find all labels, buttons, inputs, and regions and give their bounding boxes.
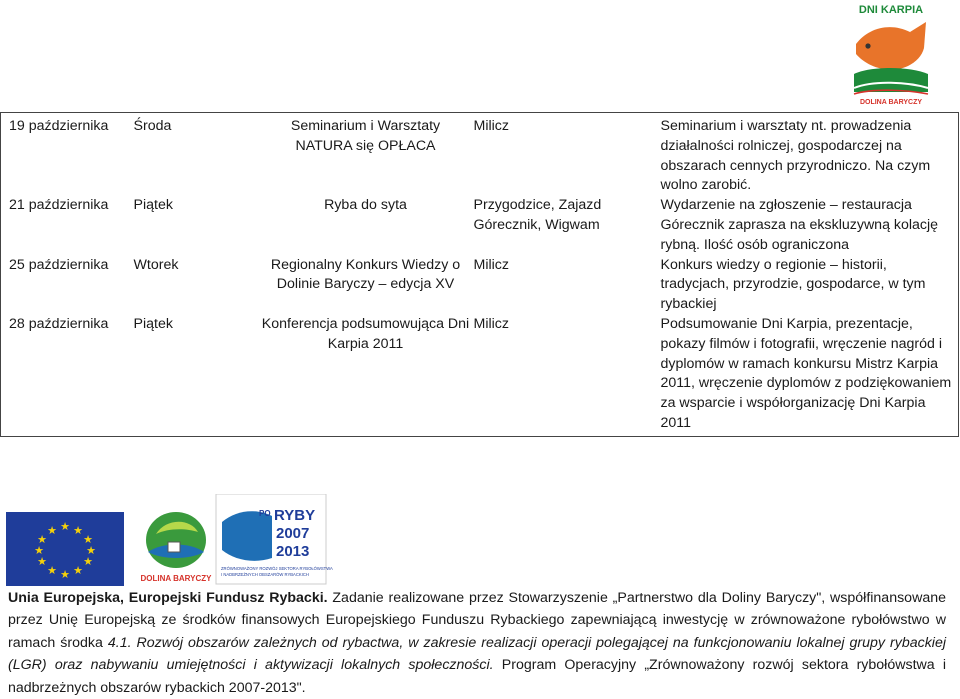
svg-text:★: ★	[60, 568, 70, 581]
event-title: Konferencja podsumowująca Dni Karpia 2011	[262, 315, 470, 436]
svg-text:★: ★	[83, 533, 93, 546]
funding-note	[8, 587, 946, 699]
event-date: 25 października	[1, 256, 134, 315]
svg-text:★: ★	[86, 544, 96, 557]
funding-text-2: Program Operacyjny „Zrównoważony rozwój sektora rybołówstwa i nadbrzeżnych obszarów rybackich 2007-2013".	[8, 657, 946, 696]
svg-text:★: ★	[73, 564, 83, 577]
year-2007-text: 2007	[276, 525, 310, 542]
eu-flag-logo	[6, 512, 124, 586]
funding-measure: 4.1. Rozwój obszarów zależnych od rybactwa, w zakresie realizacji operacji polegającej na funkcjonowaniu lokalnej grupy rybackiej (LGR) oraz nabywaniu umiejętności i aktywizacji lokalnych społeczności.	[8, 634, 946, 674]
event-description: Seminarium i warsztaty nt. prowadzenia działalności rolniczej, gospodarczej na obszarach cennych przyrodniczo. Na czym wolno zarobić.	[659, 113, 959, 197]
dni-karpia-logo	[850, 2, 932, 108]
event-place: Przygodzice, Zajazd Górecznik, Wigwam	[473, 197, 602, 233]
event-title: Ryba do syta	[324, 197, 407, 214]
svg-text:★: ★	[34, 544, 44, 557]
table-row	[1, 196, 959, 255]
event-place: Milicz	[473, 256, 509, 273]
ryby-text: RYBY	[274, 507, 316, 524]
event-title: Regionalny Konkurs Wiedzy o Dolinie Baryczy – edycja XV	[270, 256, 461, 293]
event-description: Podsumowanie Dni Karpia, prezentacje, pokazy filmów i fotografii, wręczenie nagród i dyplomów w ramach konkursu Mistrz Karpia 2011, wręczenie dyplomów z podziękowaniem za wsparcie i współorganizację Dni Karpia 2011	[659, 315, 959, 436]
dolina-label: DOLINA BARYCZY	[140, 574, 212, 583]
po-text: PO	[259, 509, 271, 518]
event-day: Piątek	[133, 197, 173, 214]
funding-lead: Unia Europejska, Europejski Fundusz Rybacki.	[8, 590, 328, 606]
sponsor-logos	[6, 494, 336, 586]
funding-text-1: Zadanie realizowane przez Stowarzyszenie „Partnerstwo dla Doliny Baryczy", współfinansowane przez Unię Europejską ze środków finansowych Europejskiego Funduszu Rybackiego zapewniającą inwestycję w zrównoważone rybołówstwo w ramach środka	[8, 590, 946, 651]
svg-text:★: ★	[60, 520, 70, 533]
svg-text:★: ★	[73, 524, 83, 537]
event-title: Seminarium i Warsztaty NATURA się OPŁACA	[262, 113, 470, 197]
table-row	[1, 315, 959, 436]
event-day: Środa	[134, 113, 262, 197]
events-table	[0, 112, 959, 437]
svg-text:★: ★	[47, 564, 57, 577]
event-date: 19 października	[1, 113, 134, 197]
event-place: Milicz	[470, 113, 659, 197]
po-ryby-logo	[216, 494, 333, 584]
event-place: Milicz	[470, 315, 659, 436]
event-day: Wtorek	[133, 256, 179, 273]
table-row	[1, 113, 959, 197]
event-day: Piątek	[134, 315, 262, 436]
event-description: Wydarzenie na zgłoszenie – restauracja Górecznik zaprasza na ekskluzywną kolację rybną. Ilość osób ograniczona	[659, 196, 959, 255]
logo-top-subtitle: DOLINA BARYCZY	[859, 99, 923, 106]
svg-text:★: ★	[47, 524, 57, 537]
svg-text:★: ★	[37, 533, 47, 546]
event-description: Konkurs wiedzy o regionie – historii, tradycjach, przyrodzie, gospodarce, w tym rybackiej	[659, 256, 959, 315]
po-ryby-caption-1: ZRÓWNOWAŻONY ROZWÓJ SEKTORA RYBOŁÓWSTWA	[221, 566, 333, 571]
po-ryby-caption-2: I NADBRZEŻNYCH OBSZARÓW RYBACKICH	[221, 572, 309, 577]
event-date: 21 października	[1, 196, 134, 255]
event-date: 28 października	[1, 315, 134, 436]
logo-top-title: DNI KARPIA	[858, 4, 924, 16]
dolina-baryczy-logo	[136, 512, 216, 584]
svg-text:★: ★	[37, 555, 47, 568]
table-row	[1, 256, 959, 315]
year-2013-text: 2013	[276, 543, 310, 560]
svg-text:★: ★	[83, 555, 93, 568]
